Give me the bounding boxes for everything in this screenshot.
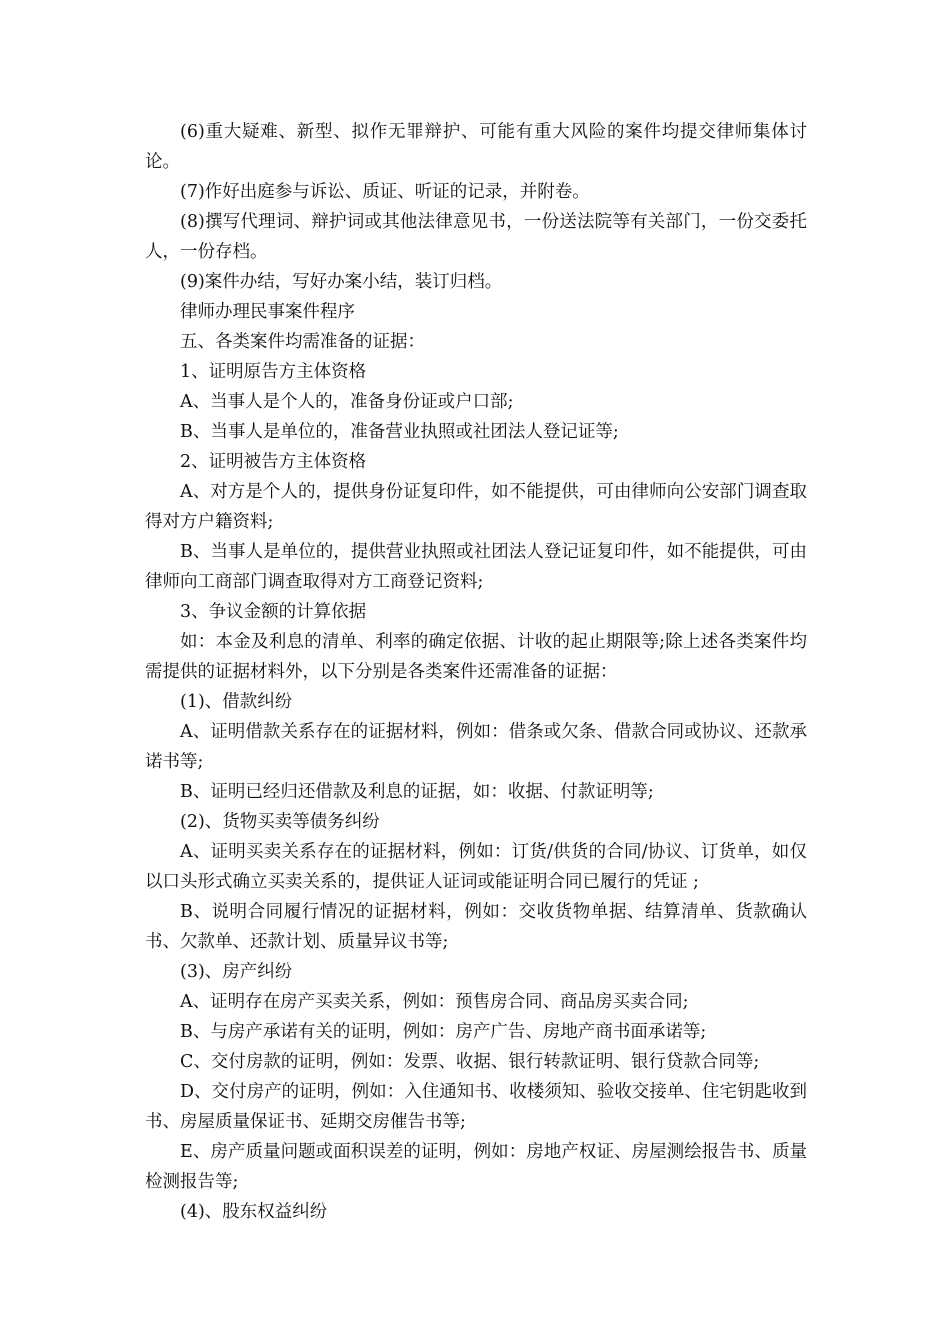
paragraph: B、说明合同履行情况的证据材料，例如：交收货物单据、结算清单、货款确认书、欠款单、还款计划、质量异议书等; (145, 902, 807, 952)
paragraph: E、房产质量问题或面积误差的证明，例如：房地产权证、房屋测绘报告书、质量检测报告等; (145, 1142, 807, 1192)
paragraph: (3)、房产纠纷 (180, 962, 293, 982)
paragraph: (6)重大疑难、新型、拟作无罪辩护、可能有重大风险的案件均提交律师集体讨论。 (145, 122, 807, 172)
paragraph: B、当事人是单位的，准备营业执照或社团法人登记证等; (180, 422, 619, 442)
paragraph: A、证明买卖关系存在的证据材料，例如：订货/供货的合同/协议、订货单，如仅以口头形式确立买卖关系的，提供证人证词或能证明合同已履行的凭证 ; (145, 842, 807, 892)
document-body (145, 117, 807, 1227)
paragraph: (2)、货物买卖等债务纠纷 (180, 812, 380, 832)
paragraph: A、证明存在房产买卖关系，例如：预售房合同、商品房买卖合同; (180, 992, 689, 1012)
paragraph: (7)作好出庭参与诉讼、质证、听证的记录，并附卷。 (180, 182, 590, 202)
paragraph: (8)撰写代理词、辩护词或其他法律意见书，一份送法院等有关部门，一份交委托人，一份存档。 (145, 212, 807, 262)
paragraph: B、与房产承诺有关的证明，例如：房产广告、房地产商书面承诺等; (180, 1022, 707, 1042)
paragraph: A、证明借款关系存在的证据材料，例如：借条或欠条、借款合同或协议、还款承诺书等; (145, 722, 807, 772)
paragraph: 1、证明原告方主体资格 (180, 362, 367, 382)
section-heading: 律师办理民事案件程序 (180, 302, 355, 322)
paragraph: 3、争议金额的计算依据 (180, 602, 367, 622)
section-heading: 五、各类案件均需准备的证据： (180, 332, 425, 352)
paragraph: (9)案件办结，写好办案小结，装订归档。 (180, 272, 503, 292)
paragraph: A、当事人是个人的，准备身份证或户口部; (180, 392, 514, 412)
paragraph: 2、证明被告方主体资格 (180, 452, 367, 472)
paragraph: (1)、借款纠纷 (180, 692, 293, 712)
paragraph: D、交付房产的证明，例如：入住通知书、收楼须知、验收交接单、住宅钥匙收到书、房屋质量保证书、延期交房催告书等; (145, 1082, 807, 1132)
paragraph: 如：本金及利息的清单、利率的确定依据、计收的起止期限等;除上述各类案件均需提供的证据材料外，以下分别是各类案件还需准备的证据： (145, 632, 807, 682)
paragraph: B、证明已经归还借款及利息的证据，如：收据、付款证明等; (180, 782, 654, 802)
paragraph: B、当事人是单位的，提供营业执照或社团法人登记证复印件，如不能提供，可由律师向工商部门调查取得对方工商登记资料; (145, 542, 807, 592)
paragraph: A、对方是个人的，提供身份证复印件，如不能提供，可由律师向公安部门调查取得对方户籍资料; (145, 482, 807, 532)
paragraph: C、交付房款的证明，例如：发票、收据、银行转款证明、银行贷款合同等; (180, 1052, 760, 1072)
paragraph: (4)、股东权益纠纷 (180, 1202, 328, 1222)
